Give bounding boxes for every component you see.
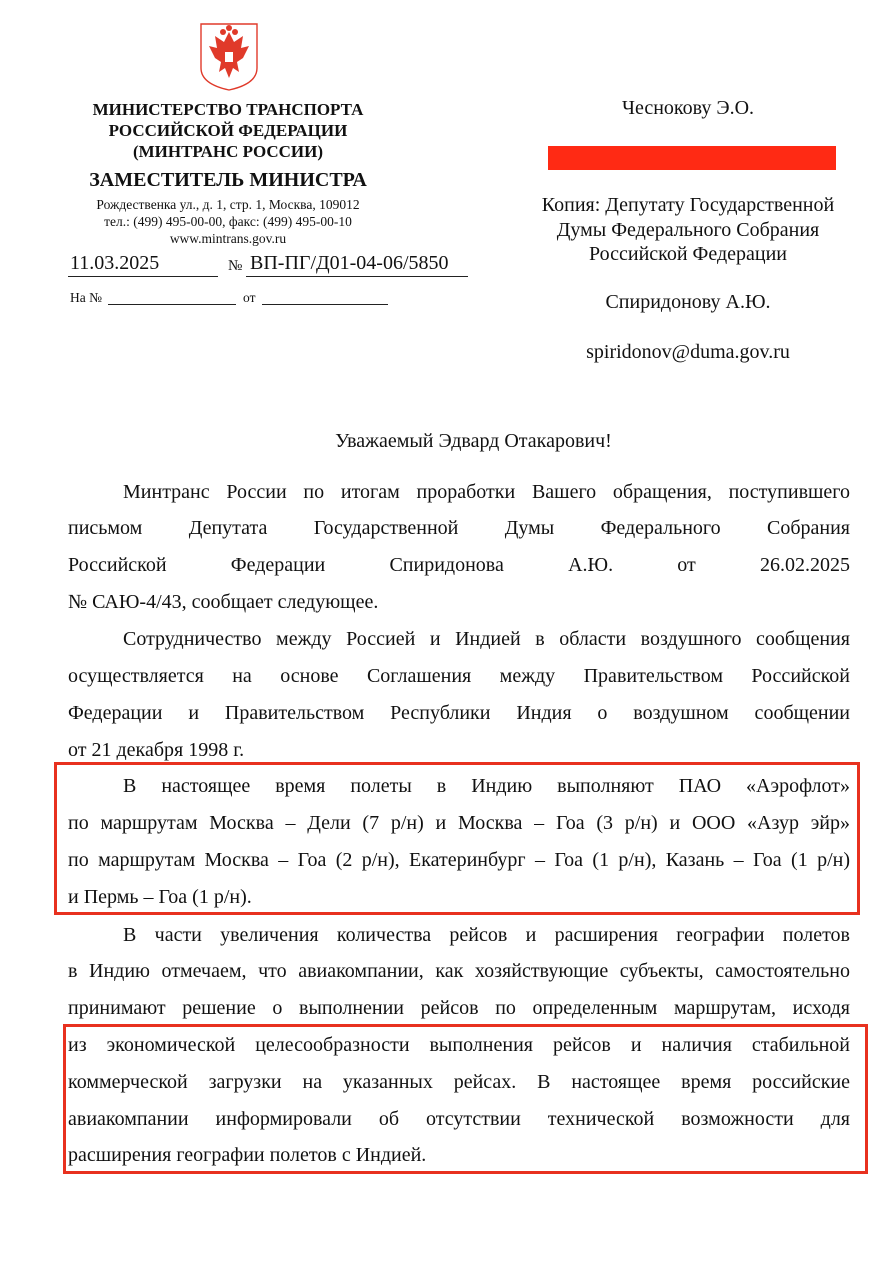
body-line: Российской Федерации Спиридонова А.Ю. от 26.02.2025 <box>68 554 850 576</box>
reference-from-label: от <box>243 290 256 305</box>
body-line: письмом Депутата Государственной Думы Федерального Собрания <box>68 517 850 539</box>
copy-line: Думы Федерального Собрания <box>556 218 820 241</box>
department-title: ЗАМЕСТИТЕЛЬ МИНИСТРА <box>89 169 367 191</box>
copy-line: Российской Федерации <box>588 243 788 265</box>
document-number: ВП-ПГ/Д01-04-06/5850 <box>250 252 449 274</box>
body-line: В части увеличения количества рейсов и расширения географии полетов <box>123 924 850 946</box>
number-mark: № <box>228 258 243 274</box>
reference-number-blank <box>108 304 236 305</box>
org-name-line2: РОССИЙСКОЙ ФЕДЕРАЦИИ <box>108 121 348 140</box>
body-line: по маршрутам Москва – Гоа (2 р/н), Екатеринбург – Гоа (1 р/н), Казань – Гоа (1 р/н) <box>68 849 850 871</box>
redaction-bar-tab <box>820 160 836 170</box>
body-line: осуществляется на основе Соглашения между Правительством Российской <box>68 665 850 687</box>
body-line: расширения географии полетов с Индией. <box>68 1144 427 1166</box>
number-underline <box>246 276 468 277</box>
body-line: В настоящее время полеты в Индию выполняют ПАО «Аэрофлот» <box>123 775 850 797</box>
body-line: № САЮ-4/43, сообщает следующее. <box>68 591 379 613</box>
reference-label: На № <box>70 290 102 305</box>
recipient-name: Чеснокову Э.О. <box>621 97 755 119</box>
redaction-bar <box>548 146 836 170</box>
body-line: по маршрутам Москва – Дели (7 р/н) и Москва – Гоа (3 р/н) и ООО «Азур эйр» <box>68 812 850 834</box>
body-line: от 21 декабря 1998 г. <box>68 739 245 761</box>
copy-recipient-name: Спиридонову А.Ю. <box>605 291 771 313</box>
body-line: авиакомпании информировали об отсутствии технической возможности для <box>68 1108 850 1130</box>
copy-recipient-email: spiridonov@duma.gov.ru <box>586 341 790 363</box>
phone-text: тел.: (499) 495-00-00, факс: (499) 495-00-10 <box>104 214 352 229</box>
copy-to <box>520 193 856 267</box>
highlight-box <box>54 762 860 915</box>
salutation: Уважаемый Эдвард Отакарович! <box>335 430 612 452</box>
body-line: из экономической целесообразности выполнения рейсов и наличия стабильной <box>68 1034 850 1056</box>
body-line: Федерации и Правительством Республики Индия о воздушном сообщении <box>68 702 850 724</box>
website-text: www.mintrans.gov.ru <box>169 231 287 246</box>
highlight-box <box>63 1024 868 1174</box>
date-underline <box>68 276 218 277</box>
body-line: принимают решение о выполнении рейсов по определенным маршрутам, исходя <box>68 997 850 1019</box>
copy-line: Копия: Депутату Государственной <box>541 194 835 216</box>
document-date: 11.03.2025 <box>70 252 160 274</box>
body-line: Минтранс России по итогам проработки Вашего обращения, поступившего <box>123 481 850 503</box>
body-line: в Индию отмечаем, что авиакомпании, как хозяйствующие субъекты, самостоятельно <box>68 960 850 982</box>
coat-of-arms-icon <box>197 18 261 92</box>
org-name-line3: (МИНТРАНС РОССИИ) <box>132 142 324 161</box>
address-text: Рождественка ул., д. 1, стр. 1, Москва, 109012 <box>96 197 360 212</box>
body-line: коммерческой загрузки на указанных рейсах. В настоящее время российские <box>68 1071 850 1093</box>
reference-date-blank <box>262 304 388 305</box>
org-name-line1: МИНИСТЕРСТВО ТРАНСПОРТА <box>92 100 364 119</box>
body-line: и Пермь – Гоа (1 р/н). <box>68 886 252 908</box>
body-line: Сотрудничество между Россией и Индией в области воздушного сообщения <box>123 628 850 650</box>
